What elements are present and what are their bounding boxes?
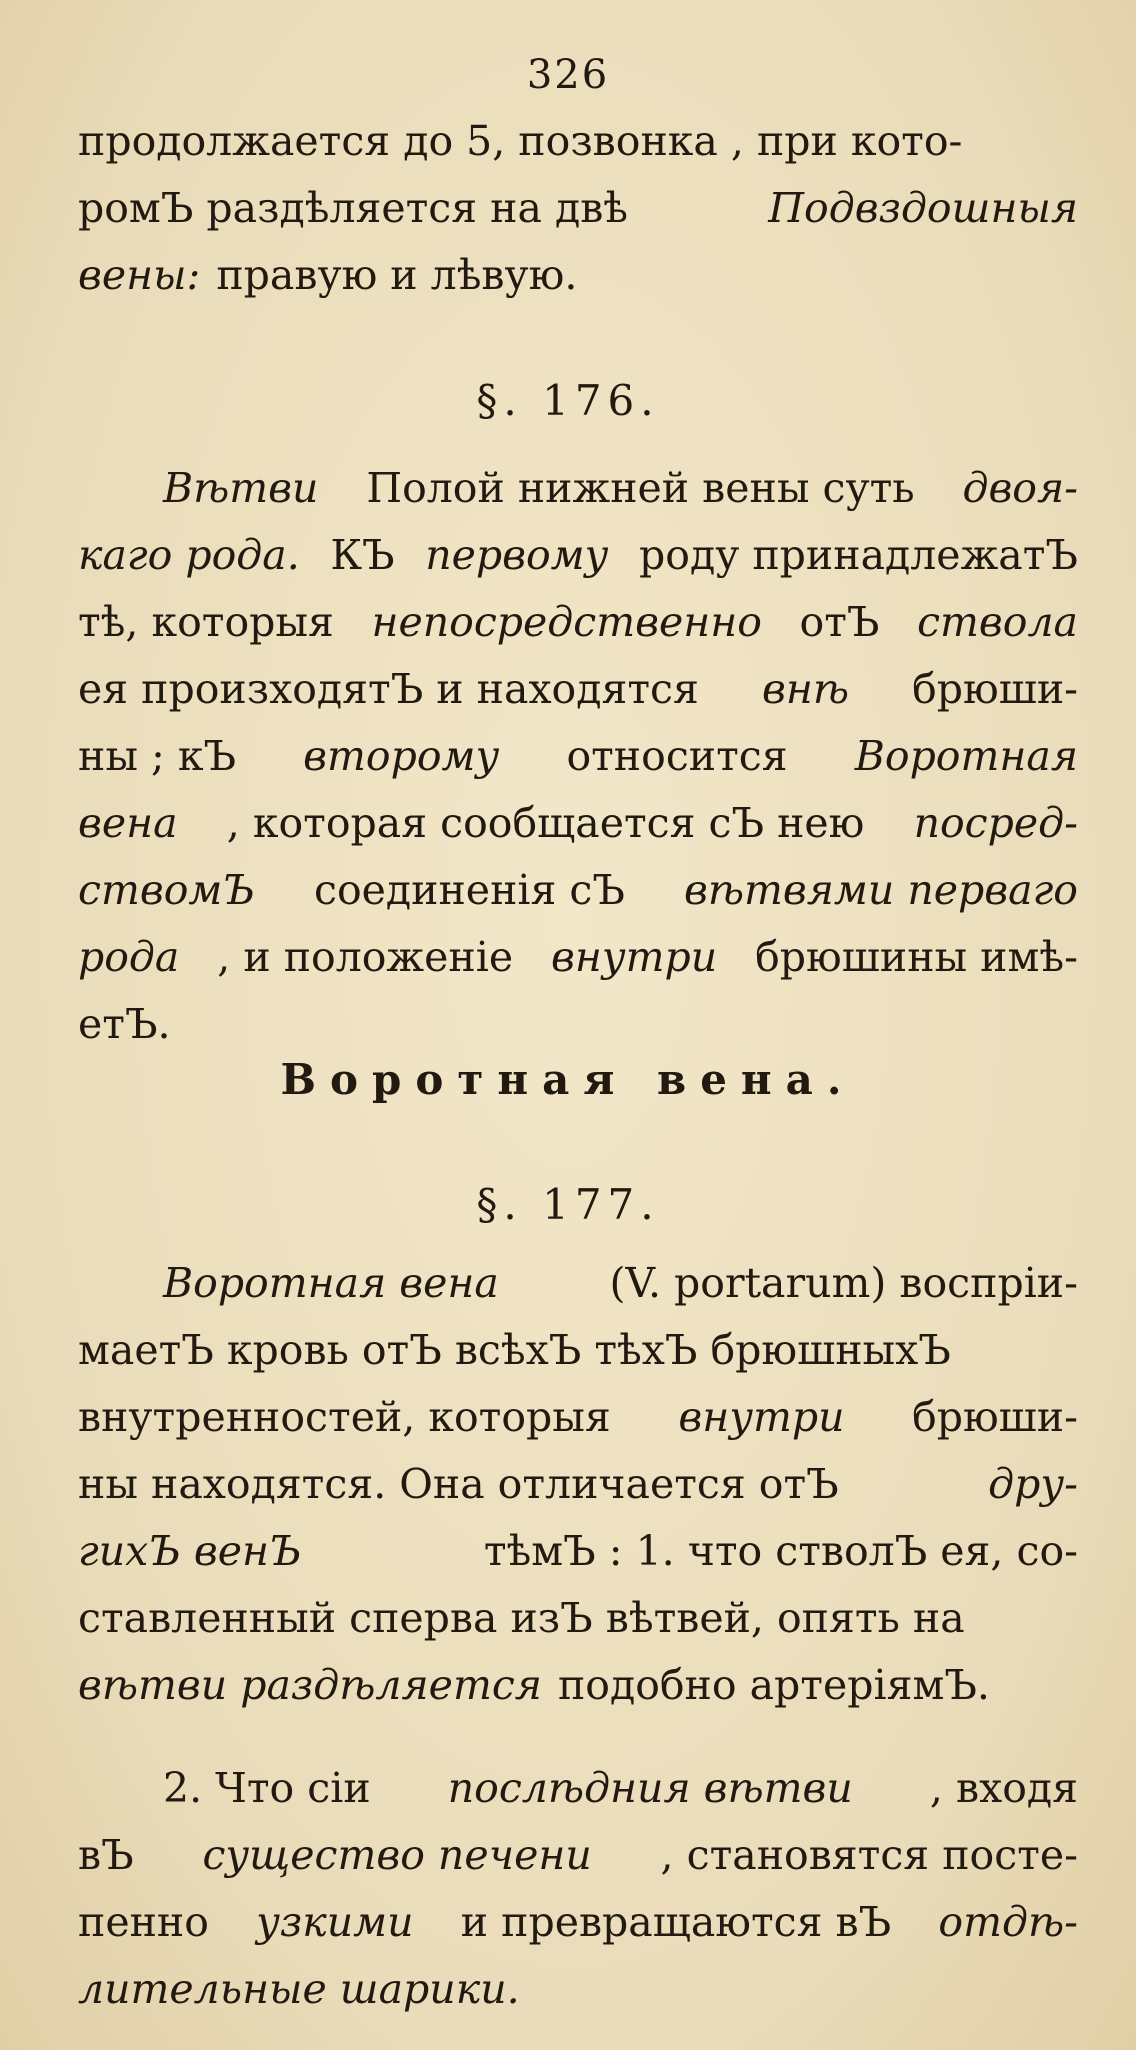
text-line [78,1384,1078,1451]
italic-text-run: второму [303,732,500,780]
italic-text-run: послѣдния вѣтви [447,1764,853,1812]
text-run: , становятся посте- [660,1831,1078,1879]
text-run: брюшины имѣ- [755,933,1078,981]
text-line [78,656,1078,723]
text-line [78,991,1078,1058]
text-run: тѣмЪ : 1. что стволЪ ея, со- [483,1527,1078,1575]
text-line [78,108,1078,175]
text-run: продолжается до 5, позвонка , при кото- [78,117,963,165]
text-run: внутренностей, которыя [78,1393,611,1441]
text-line [78,723,1078,790]
text-run: и превращаются вЪ [460,1898,892,1946]
text-run: Полой нижней вены суть [366,464,915,512]
text-line [78,1956,1078,2023]
italic-text-run: дру- [988,1460,1078,1508]
text-line [78,1250,1078,1317]
text-line [78,857,1078,924]
italic-text-run: отдѣ- [938,1898,1078,1946]
text-line [78,1652,1078,1719]
text-line [78,1822,1078,1889]
text-run: , которая сообщается сЪ нею [226,799,865,847]
text-run: ны находятся. Она отличается отЪ [78,1460,839,1508]
paragraph-3 [78,1250,1078,1719]
paragraph-2 [78,455,1078,1058]
section-177-heading: §. 177. [476,1180,660,1229]
italic-text-run: лительные шарики. [78,1965,520,2013]
text-line [78,1518,1078,1585]
italic-text-run: вены: [78,251,201,299]
text-line [78,589,1078,656]
text-line [78,522,1078,589]
text-run: КЪ [330,531,395,579]
text-run: относится [566,732,788,780]
italic-text-run: гихЪ венЪ [78,1527,302,1575]
italic-text-run: первому [425,531,609,579]
italic-text-run: непосредственно [371,598,762,646]
italic-text-run: внутри [551,933,718,981]
italic-text-run: Воротная вена [163,1259,499,1307]
italic-text-run: вѣтви раздѣляется [78,1661,542,1709]
italic-text-run: Подвздошныя [768,184,1078,232]
paragraph-1 [78,108,1078,309]
text-run: брюши- [912,665,1078,713]
italic-text-run: Вѣтви [163,464,319,512]
italic-text-run: рода [78,933,180,981]
text-run: вЪ [78,1831,134,1879]
text-line [78,455,1078,522]
italic-text-run: ствола [917,598,1078,646]
page-number: 326 [526,52,610,98]
text-run: ромЪ раздѣляется на двѣ [78,184,629,232]
italic-text-run: внутри [678,1393,845,1441]
text-run: (V. portarum) воспріи- [609,1259,1078,1307]
text-run: ставленный сперва изЪ вѣтвей, опять на [78,1594,965,1642]
text-run: пенно [78,1898,209,1946]
italic-text-run: ствомЪ [78,866,255,914]
text-line [78,242,1078,309]
italic-text-run: узкими [256,1898,414,1946]
text-run: отЪ [799,598,880,646]
italic-text-run: двоя- [962,464,1078,512]
text-run: тѣ, которыя [78,598,334,646]
text-line [78,924,1078,991]
text-run: подобно артеріямЪ. [557,1661,990,1709]
text-line [78,790,1078,857]
italic-text-run: Воротная [854,732,1078,780]
text-run: , входя [929,1764,1078,1812]
text-run: соединенія сЪ [314,866,625,914]
text-run: правую и лѣвую. [216,251,578,299]
italic-text-run: каго рода. [78,531,300,579]
text-line [78,1889,1078,1956]
italic-text-run: существо печени [202,1831,592,1879]
text-run: етЪ. [78,1000,171,1048]
chapter-heading: Воротная вена. [280,1055,856,1104]
italic-text-run: вѣтвями перваго [684,866,1078,914]
italic-text-run: внѣ [761,665,849,713]
text-line [78,1755,1078,1822]
section-176-heading: §. 176. [476,376,660,425]
text-line [78,1317,1078,1384]
italic-text-run: вена [78,799,178,847]
italic-text-run: посред- [913,799,1078,847]
text-line [78,175,1078,242]
text-line [78,1451,1078,1518]
text-run: 2. Что сіи [163,1764,371,1812]
text-line [78,1585,1078,1652]
text-run: брюши- [912,1393,1078,1441]
text-run: ея произходятЪ и находятся [78,665,699,713]
text-run: маетЪ кровь отЪ всѣхЪ тѣхЪ брюшныхЪ [78,1326,951,1374]
text-run: роду принадлежатЪ [639,531,1078,579]
text-run: , и положеніе [217,933,514,981]
paragraph-4 [78,1755,1078,2023]
text-run: ны ; кЪ [78,732,237,780]
